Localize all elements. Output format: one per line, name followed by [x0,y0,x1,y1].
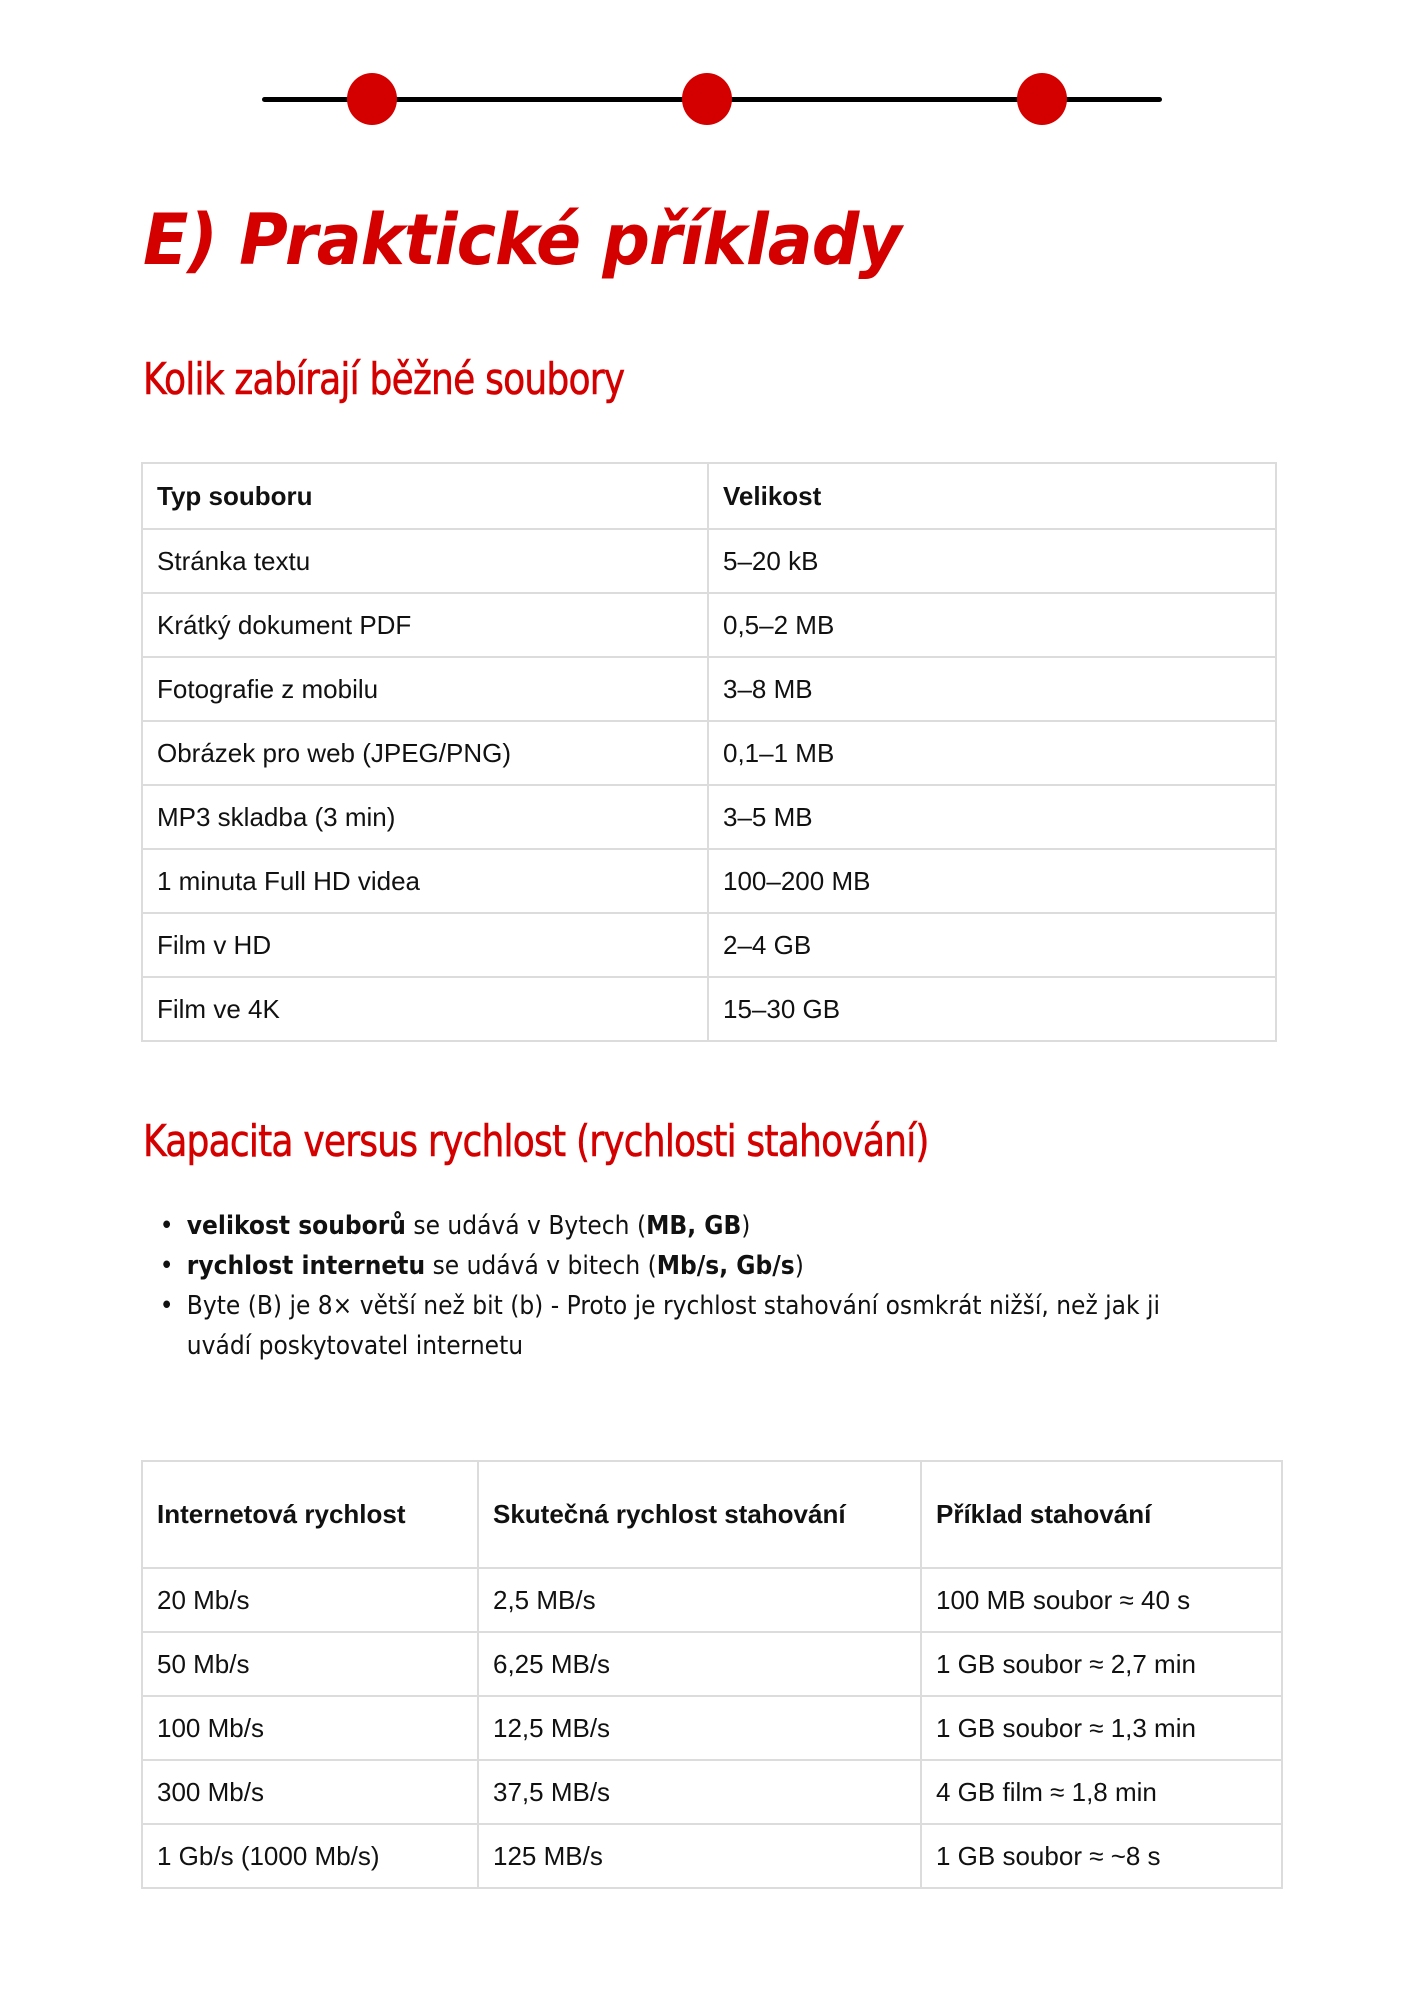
decorative-timeline [262,97,1162,103]
table-cell: 5–20 kB [708,529,1276,593]
column-header: Typ souboru [142,463,708,529]
section-heading-file-sizes: Kolik zabírají běžné soubory [143,354,625,405]
list-text: ) [741,1211,751,1241]
table-cell: Fotografie z mobilu [142,657,708,721]
list-item [159,1246,1195,1286]
timeline-dot [1017,73,1067,125]
column-header: Skutečná rychlost stahování [478,1461,921,1568]
section-heading-capacity-vs-speed: Kapacita versus rychlost (rychlosti stahování) [143,1116,929,1167]
table-cell: MP3 skladba (3 min) [142,785,708,849]
table-cell: Obrázek pro web (JPEG/PNG) [142,721,708,785]
table-cell: 1 GB soubor ≈ 2,7 min [921,1632,1282,1696]
table-row [142,593,1276,657]
table-cell: 3–5 MB [708,785,1276,849]
table-cell: Film v HD [142,913,708,977]
table-cell: 50 Mb/s [142,1632,478,1696]
bullet-icon: • [159,1211,174,1241]
list-text: se udává v Bytech ( [405,1211,647,1241]
file-size-table [141,462,1277,1042]
bullet-list [158,1206,1195,1366]
table-row [142,529,1276,593]
table-cell: 0,5–2 MB [708,593,1276,657]
table-cell: 2,5 MB/s [478,1568,921,1632]
table-cell: Film ve 4K [142,977,708,1041]
table-row [142,657,1276,721]
list-text: Byte (B) je 8× větší než bit (b) - Proto je rychlost stahování osmkrát nižší, než jak ji uvádí poskytovatel internetu [186,1291,1161,1361]
table-row [142,1568,1282,1632]
timeline-dot [682,73,732,125]
list-text: se udává v bitech ( [425,1251,657,1281]
bold-text: rychlost internetu [186,1251,426,1281]
list-text: ) [794,1251,804,1281]
table-cell: 37,5 MB/s [478,1760,921,1824]
table-cell: 12,5 MB/s [478,1696,921,1760]
table-row [142,1632,1282,1696]
table-row [142,785,1276,849]
table-cell: 15–30 GB [708,977,1276,1041]
table-cell: 100 Mb/s [142,1696,478,1760]
table-row [142,913,1276,977]
bold-text: MB, GB [646,1211,742,1241]
table-cell: 100 MB soubor ≈ 40 s [921,1568,1282,1632]
table-cell: 1 Gb/s (1000 Mb/s) [142,1824,478,1888]
column-header: Příklad stahování [921,1461,1282,1568]
table-row [142,977,1276,1041]
table-row [142,1760,1282,1824]
table-cell: 100–200 MB [708,849,1276,913]
bullet-icon: • [159,1251,174,1281]
page-title: E) Praktické příklady [143,199,901,281]
table-cell: 6,25 MB/s [478,1632,921,1696]
table-cell: Krátký dokument PDF [142,593,708,657]
table-row [142,721,1276,785]
table-cell: 20 Mb/s [142,1568,478,1632]
table-cell: 0,1–1 MB [708,721,1276,785]
timeline-dot [347,73,397,125]
column-header: Velikost [708,463,1276,529]
column-header: Internetová rychlost [142,1461,478,1568]
bold-text: velikost souborů [186,1211,406,1241]
list-item [159,1206,1195,1246]
table-row [142,1696,1282,1760]
table-header-row [142,1461,1282,1568]
table-cell: 1 minuta Full HD videa [142,849,708,913]
table-row [142,849,1276,913]
download-speed-table [141,1460,1283,1889]
table-row [142,1824,1282,1888]
bullet-icon: • [159,1291,174,1321]
table-cell: Stránka textu [142,529,708,593]
list-item [159,1286,1195,1366]
bold-text: Mb/s, Gb/s [656,1251,795,1281]
table-cell: 125 MB/s [478,1824,921,1888]
table-cell: 2–4 GB [708,913,1276,977]
table-cell: 4 GB film ≈ 1,8 min [921,1760,1282,1824]
table-header-row [142,463,1276,529]
table-cell: 300 Mb/s [142,1760,478,1824]
table-cell: 3–8 MB [708,657,1276,721]
table-cell: 1 GB soubor ≈ ~8 s [921,1824,1282,1888]
table-cell: 1 GB soubor ≈ 1,3 min [921,1696,1282,1760]
